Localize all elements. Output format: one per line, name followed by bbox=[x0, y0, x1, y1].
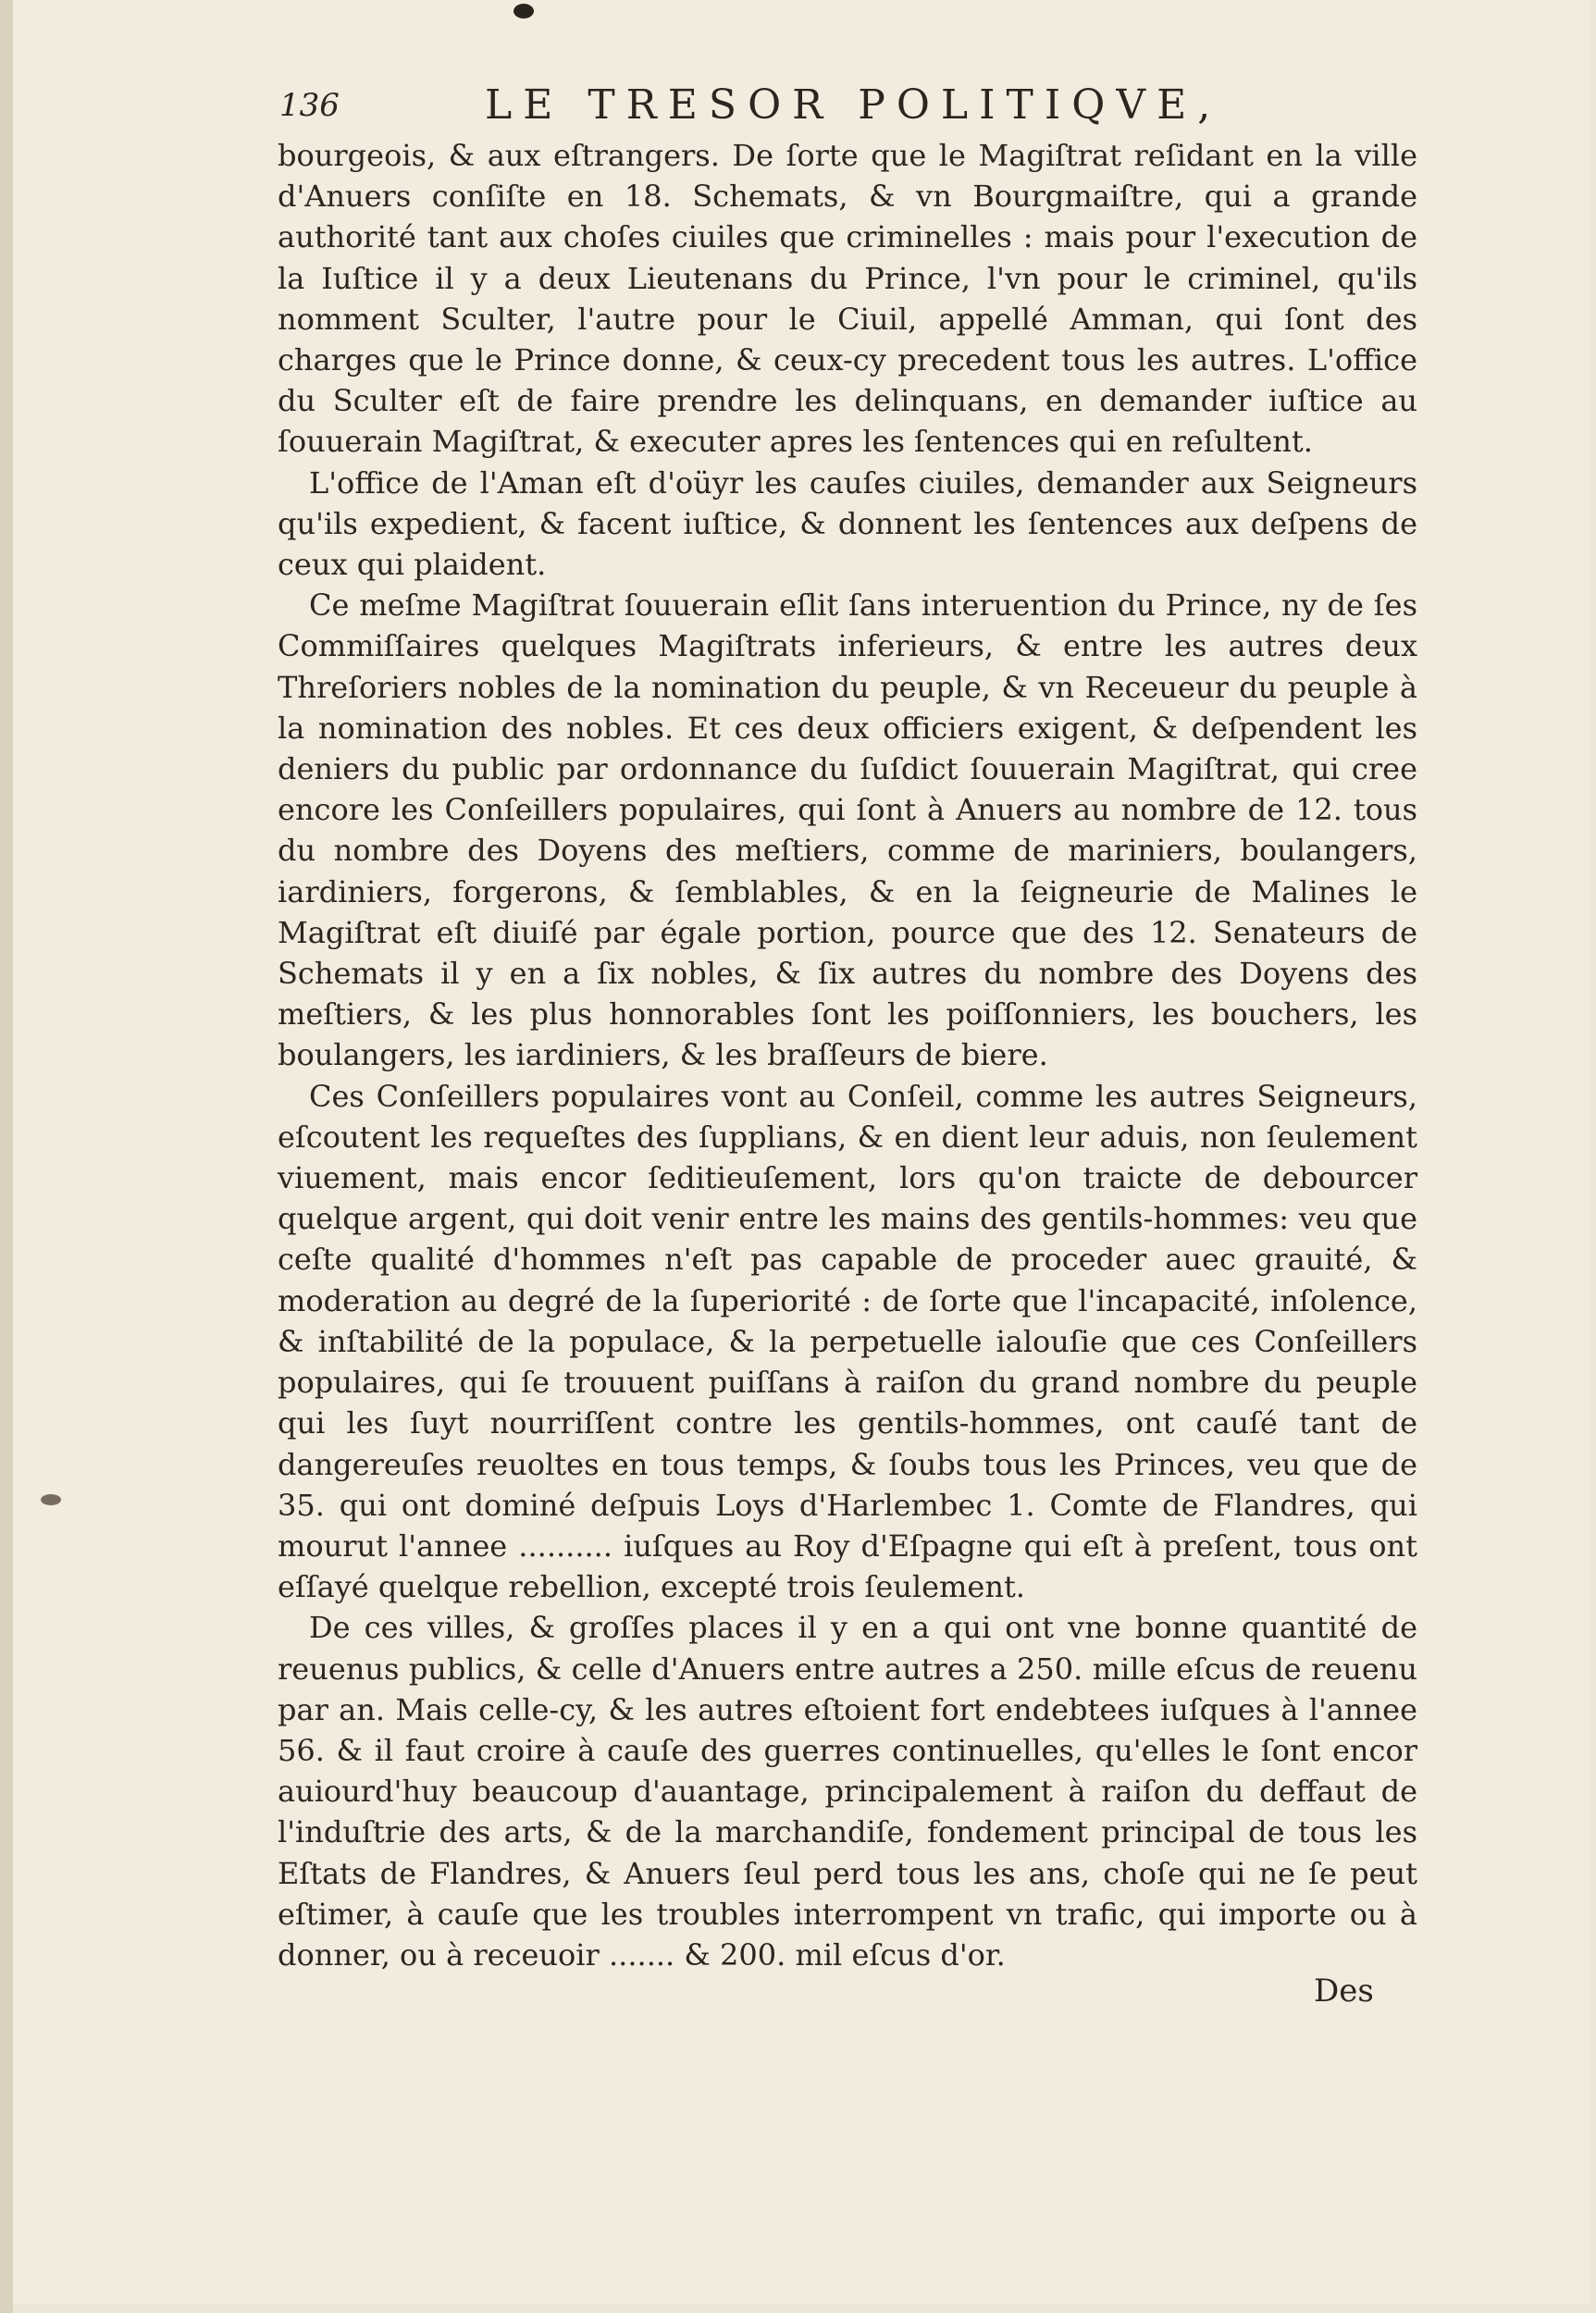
paragraph: bourgeois, & aux eſtrangers. De ſorte que le Magiſtrat reſidant en la ville d'Anuers conſiſte en 18. Schemats, & vn Bourgmaiſtre, qui a grande authorité tant aux choſes ciuiles que criminelles : mais pour l'execution de la Iuſtice il y a deux Lieutenans du Prince, l'vn pour le criminel, qu'ils nomment Sculter, l'autre pour le Ciuil, appellé Amman, qui ſont des charges que le Prince donne, & ceux-cy precedent tous les autres. L'office du Sculter eſt de faire prendre les delinquans, en demander iuſtice au ſouuerain Magiſtrat, & executer apres les ſentences qui en reſultent. bbox=[278, 138, 1417, 460]
page-number: 136 bbox=[279, 87, 340, 124]
body-text bbox=[278, 135, 1417, 1975]
ink-blot bbox=[41, 1494, 61, 1505]
paragraph: L'office de l'Aman eſt d'oüyr les cauſes ciuiles, demander aux Seigneurs qu'ils expedient, & facent iuſtice, & donnent les ſentences aux deſpens de ceux qui plaident. bbox=[278, 464, 1417, 583]
paragraph: Ce meſme Magiſtrat ſouuerain eſlit ſans interuention du Prince, ny de ſes Commiſſaires quelques Magiſtrats inferieurs, & entre les autres deux Threſoriers nobles de la nomination du peuple, & vn Receueur du peuple à la nomination des nobles. Et ces deux officiers exigent, & deſpendent les deniers du public par ordonnance du ſuſdict ſouuerain Magiſtrat, qui cree encore les Conſeillers populaires, qui ſont à Anuers au nombre de 12. tous du nombre des Doyens des meſtiers, comme de mariniers, boulangers, iardiniers, forgerons, & ſemblables, & en la ſeigneurie de Malines le Magiſtrat eſt diuiſé par égale portion, pource que des 12. Senateurs de Schemats il y en a ſix nobles, & ſix autres du nombre des Doyens des meſtiers, & les plus honnorables ſont les poiſſonniers, les bouchers, les boulangers, les iardiniers, & les braſſeurs de biere. bbox=[278, 588, 1417, 1073]
paragraph: Ces Conſeillers populaires vont au Conſeil, comme les autres Seigneurs, eſcoutent les requeſtes des ſupplians, & en dient leur aduis, non ſeulement viuement, mais encor ſeditieuſement, lors qu'on traicte de debourcer quelque argent, qui doit venir entre les mains des gentils-hommes: veu que ceſte qualité d'hommes n'eſt pas capable de proceder auec grauité, & moderation au degré de la ſuperiorité : de ſorte que l'incapacité, inſolence, & inſtabilité de la populace, & la perpetuelle ialouſie que ces Conſeillers populaires, qui ſe trouuent puiſſans à raiſon du grand nombre du peuple qui les ſuyt nourriſſent contre les gentils-hommes, ont cauſé tant de dangereuſes reuoltes en tous temps, & ſoubs tous les Princes, veu que de 35. qui ont dominé deſpuis Loys d'Harlembec 1. Comte de Flandres, qui mourut l'annee .......... iuſques au Roy d'Eſpagne qui eſt à preſent, tous ont eſſayé quelque rebellion, excepté trois ſeulement. bbox=[278, 1078, 1417, 1605]
catchword: Des bbox=[1314, 1973, 1374, 2010]
running-head bbox=[279, 81, 1436, 137]
paragraph: De ces villes, & groſſes places il y en a qui ont vne bonne quantité de reuenus publics, & celle d'Anuers entre autres a 250. mille eſcus de reuenu par an. Mais celle-cy, & les autres eſtoient fort endebtees iuſques à l'annee 56. & il faut croire à cauſe des guerres continuelles, qu'elles le ſont encor auiourd'huy beaucoup d'auantage, principalement à raiſon du deffaut de l'induſtrie des arts, & de la marchandiſe, fondement principal de tous les Eſtats de Flandres, & Anuers ſeul perd tous les ans, choſe qui ne ſe peut eſtimer, à cauſe que les troubles interrompent vn trafic, qui importe ou à donner, ou à receuoir ....... & 200. mil eſcus d'or. bbox=[278, 1610, 1417, 1973]
page-edge bbox=[0, 0, 13, 2313]
running-title: LE TRESOR POLITIQVE, bbox=[485, 81, 1222, 129]
ink-mark bbox=[513, 4, 534, 19]
book-page bbox=[13, 0, 1590, 2304]
